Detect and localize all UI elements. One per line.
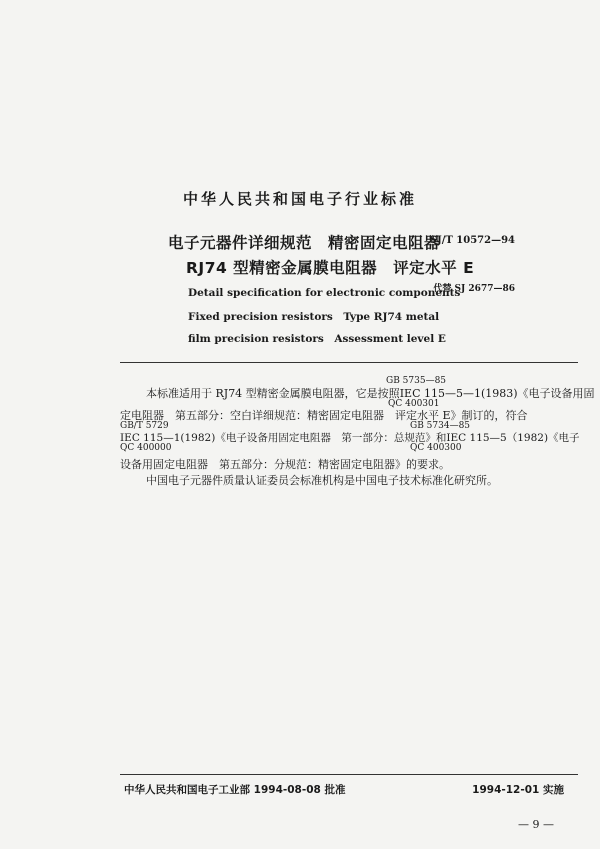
- page-number: — 9 —: [518, 818, 554, 831]
- intro-line3: [120, 431, 580, 445]
- chinese-title-line2: RJ74 型精密金属膜电阻器 评定水平 E: [186, 259, 475, 277]
- bottom-divider: [120, 774, 578, 775]
- implementation-date: 1994-12-01 实施: [472, 784, 564, 796]
- ref-qc400301: QC 400301: [388, 399, 440, 409]
- intro-line1-text: 本标准适用于 RJ74 型精密金属膜电阻器，它是按照: [146, 387, 400, 400]
- standard-organization: 中华人民共和国电子行业标准: [182, 190, 417, 208]
- intro-line1-iec: IEC 115—5—1(1983)《电子设备用固: [399, 387, 595, 400]
- english-title-line1: Detail specification for electronic components: [188, 287, 461, 299]
- intro-line5: 中国电子元器件质量认证委员会标准机构是中国电子技术标准化研究所。: [146, 474, 498, 487]
- ref-gb5734: GB 5734—85: [410, 421, 471, 431]
- ref-gbt5729: GB/T 5729: [120, 421, 169, 431]
- intro-line1: [146, 387, 600, 401]
- english-title-line3: film precision resistors Assessment level E: [188, 333, 446, 345]
- standard-number: SJ/T 10572—94: [429, 235, 515, 246]
- intro-line3-iec: IEC 115—1(1982)《电子设备用固定电阻器 第一部分：总规范》和: [120, 432, 447, 444]
- english-title-line2: Fixed precision resistors Type RJ74 metal: [188, 311, 440, 323]
- ref-qc400000: QC 400000: [120, 443, 172, 453]
- approval-statement: 中华人民共和国电子工业部 1994-08-08 批准: [124, 784, 346, 796]
- intro-line2: 定电阻器 第五部分：空白详细规范：精密固定电阻器 评定水平 E》制订的，符合: [120, 409, 528, 422]
- ref-qc400300: QC 400300: [410, 443, 462, 453]
- top-divider: [120, 362, 578, 363]
- replaces-standard: 代替 SJ 2677—86: [433, 284, 515, 294]
- chinese-title-line1: 电子元器件详细规范 精密固定电阻器: [168, 234, 441, 252]
- intro-line4: 设备用固定电阻器 第五部分：分规范：精密固定电阻器》的要求。: [120, 458, 450, 471]
- ref-gb5735: GB 5735—85: [386, 376, 447, 386]
- intro-line3-iec2: IEC 115—5（1982)《电子: [446, 432, 580, 444]
